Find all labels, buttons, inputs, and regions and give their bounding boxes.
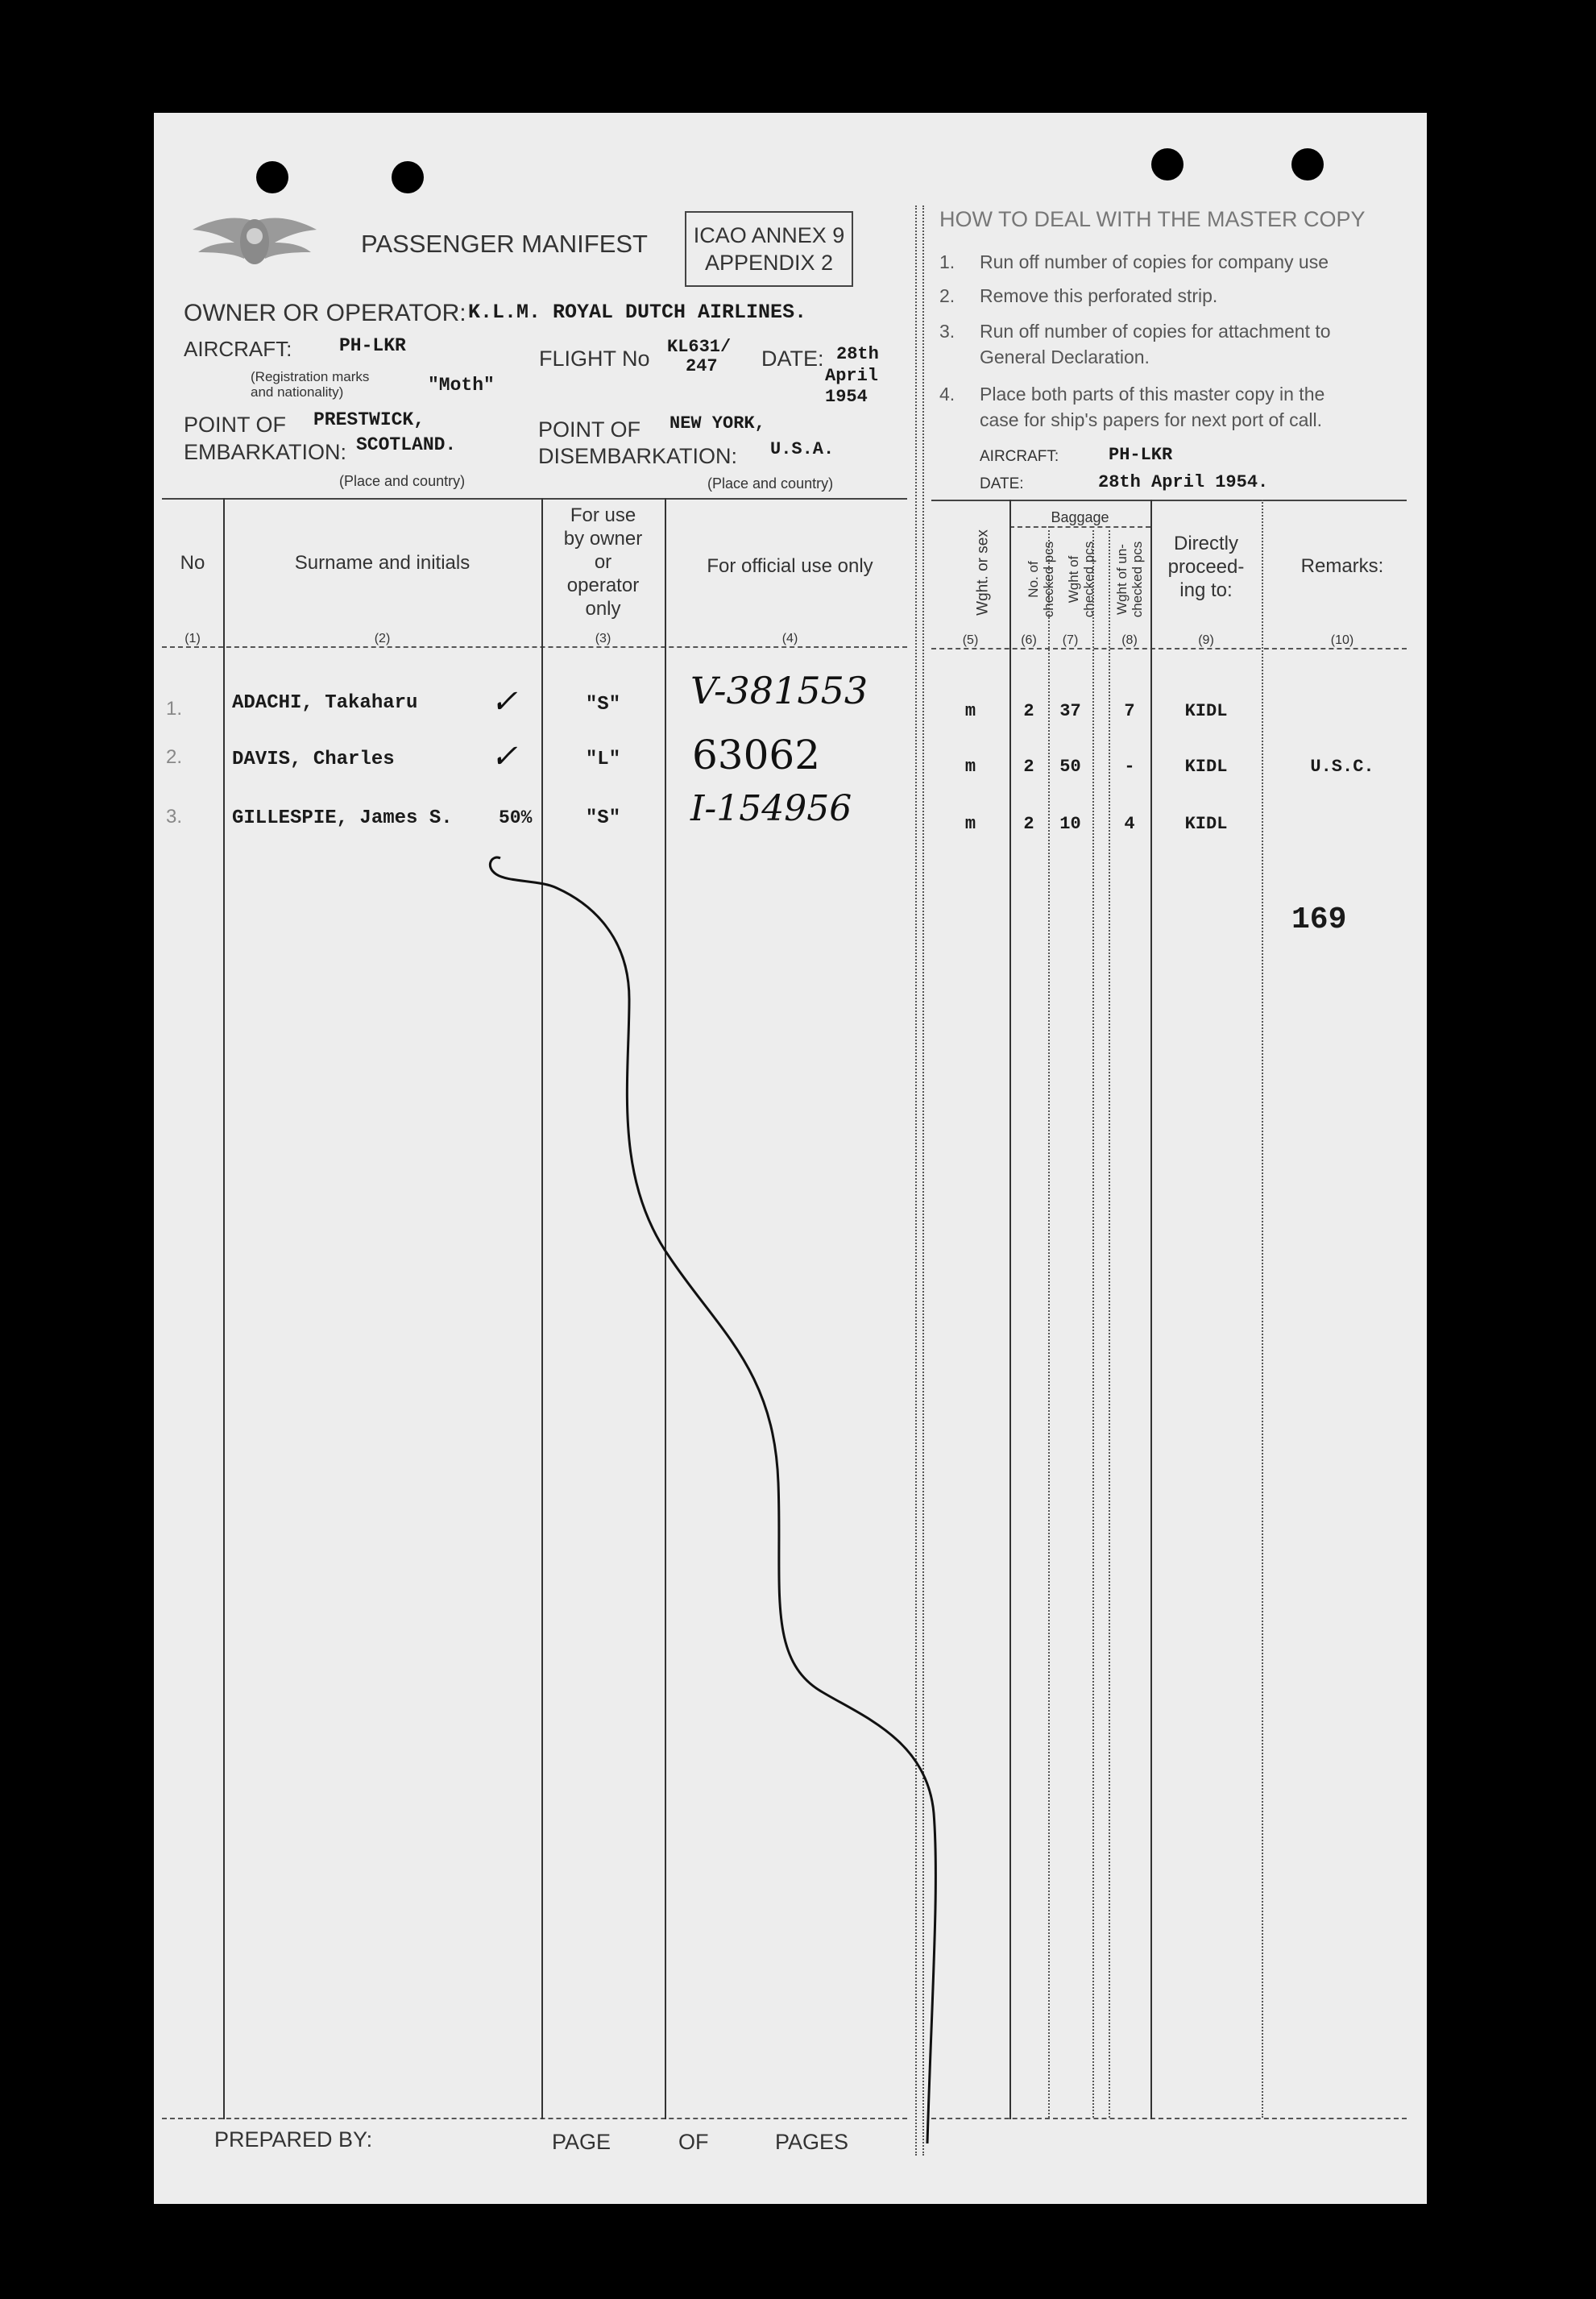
col-num-3: (3): [595, 632, 611, 645]
instruction-2-num: 2.: [939, 285, 956, 306]
col-header-baggage: Baggage: [1051, 509, 1109, 525]
col-header-owner-3: or: [594, 551, 612, 573]
owner-use-code: "S": [585, 807, 621, 829]
flight-value-1: KL631/: [667, 337, 732, 357]
handwritten-squiggle: [154, 113, 1427, 2204]
proceeding-to: KIDL: [1184, 701, 1228, 721]
embark-value-2: SCOTLAND.: [356, 434, 457, 455]
col-num-10: (10): [1330, 633, 1354, 647]
date-value-2: April: [825, 366, 879, 386]
col-num-5: (5): [962, 633, 979, 647]
checked-pcs: 2: [1023, 757, 1034, 777]
instruction-3-num: 3.: [939, 321, 956, 342]
row-number: 1.: [166, 698, 183, 720]
strip-date-value: 28th April 1954.: [1098, 472, 1269, 492]
instruction-4-num: 4.: [939, 384, 956, 405]
col-header-owner-1: For use: [570, 504, 636, 526]
col-header-proceeding-2: proceed-: [1167, 556, 1245, 578]
col-num-1: (1): [184, 632, 201, 645]
official-number: V-381553: [690, 669, 868, 712]
col-header-owner-5: only: [585, 598, 621, 620]
official-number: I-154956: [690, 788, 852, 829]
disembark-value-1: NEW YORK,: [669, 413, 765, 434]
col-header-owner-2: by owner: [563, 528, 643, 550]
col-num-6: (6): [1021, 633, 1037, 647]
check-mark: ✓: [491, 683, 518, 720]
col-num-2: (2): [374, 632, 391, 645]
strip-aircraft-value: PH-LKR: [1109, 445, 1173, 465]
unchecked-weight: -: [1124, 757, 1135, 777]
passenger-mark: 50%: [499, 807, 533, 828]
instruction-4-text-2: case for ship's papers for next port of call.: [980, 409, 1322, 430]
col-num-7: (7): [1062, 633, 1079, 647]
disembark-label-1: POINT OF: [538, 417, 641, 442]
col-header-owner-4: operator: [566, 575, 640, 596]
passenger-name: DAVIS, Charles: [232, 749, 395, 770]
page-number: 169: [1291, 903, 1347, 937]
instruction-2-text: Remove this perforated strip.: [980, 285, 1218, 306]
col-header-proceeding-3: ing to:: [1179, 579, 1233, 601]
col-num-4: (4): [781, 632, 798, 645]
checked-weight: 50: [1059, 757, 1081, 777]
unchecked-weight: 7: [1124, 701, 1135, 721]
col-header-no: No: [180, 552, 205, 574]
proceeding-to: KIDL: [1184, 757, 1228, 777]
row-number: 2.: [166, 746, 183, 768]
aircraft-label: AIRCRAFT:: [184, 337, 292, 361]
page-label: PAGE: [552, 2130, 611, 2154]
aircraft-note-1: (Registration marks: [251, 369, 370, 384]
flight-value-2: 247: [686, 356, 718, 376]
weight-sex: m: [964, 814, 976, 834]
col-header-official: For official use only: [707, 555, 873, 577]
owner-value: K.L.M. ROYAL DUTCH AIRLINES.: [468, 301, 807, 324]
manifest-sheet: [154, 113, 1427, 2204]
owner-label: OWNER OR OPERATOR:: [184, 300, 466, 326]
strip-aircraft-label: AIRCRAFT:: [980, 448, 1059, 465]
instruction-3-text-1: Run off number of copies for attachment to: [980, 321, 1331, 342]
embark-note: (Place and country): [339, 473, 466, 489]
instruction-3-text-2: General Declaration.: [980, 347, 1150, 367]
col-header-remarks: Remarks:: [1300, 555, 1384, 577]
strip-date-label: DATE:: [980, 475, 1024, 492]
unchecked-weight: 4: [1124, 814, 1135, 834]
col-header-name: Surname and initials: [294, 552, 471, 574]
owner-use-code: "L": [585, 749, 621, 770]
date-value-1: 28th: [836, 344, 879, 364]
passenger-name: GILLESPIE, James S.: [232, 807, 453, 829]
weight-sex: m: [964, 701, 976, 721]
instruction-1-num: 1.: [939, 251, 956, 272]
aircraft-note-2: and nationality): [251, 384, 344, 400]
aircraft-value: PH-LKR: [339, 335, 406, 356]
check-mark: ✓: [491, 738, 518, 775]
date-value-3: 1954: [825, 387, 868, 407]
disembark-label-2: DISEMBARKATION:: [538, 444, 738, 468]
icao-annex: ICAO ANNEX 9: [693, 223, 845, 247]
of-label: OF: [678, 2130, 709, 2154]
disembark-value-2: U.S.A.: [770, 439, 835, 459]
pages-label: PAGES: [775, 2130, 849, 2154]
date-label: DATE:: [761, 347, 824, 371]
owner-use-code: "S": [585, 694, 621, 716]
col-num-8: (8): [1121, 633, 1138, 647]
checked-pcs: 2: [1023, 814, 1034, 834]
aircraft-name: "Moth": [428, 375, 495, 396]
form-title: PASSENGER MANIFEST: [361, 230, 648, 258]
passenger-name: ADACHI, Takaharu: [232, 692, 418, 714]
prepared-by-label: PREPARED BY:: [214, 2127, 373, 2152]
col-header-unchecked: Wght of un- checked pcs: [1114, 541, 1145, 618]
col-header-checked-wght: Wght of checked pcs: [1066, 541, 1096, 618]
instructions-heading: HOW TO DEAL WITH THE MASTER COPY: [939, 207, 1366, 231]
embark-value-1: PRESTWICK,: [313, 409, 425, 430]
checked-weight: 37: [1059, 701, 1081, 721]
remarks: U.S.C.: [1310, 757, 1374, 777]
weight-sex: m: [964, 757, 976, 777]
flight-label: FLIGHT No: [539, 347, 650, 371]
instruction-4-text-1: Place both parts of this master copy in the: [980, 384, 1325, 405]
col-header-proceeding-1: Directly: [1173, 533, 1238, 554]
icao-appendix: APPENDIX 2: [704, 251, 834, 275]
proceeding-to: KIDL: [1184, 814, 1228, 834]
embark-label-2: EMBARKATION:: [184, 440, 347, 464]
instruction-1-text: Run off number of copies for company use: [980, 251, 1329, 272]
col-header-weight-sex: Wght. or sex: [974, 529, 992, 616]
checked-weight: 10: [1059, 814, 1081, 834]
col-header-checked-pcs: No. of checked pcs: [1026, 541, 1056, 618]
col-num-9: (9): [1198, 633, 1214, 647]
official-number: 63062: [692, 732, 821, 778]
disembark-note: (Place and country): [707, 475, 834, 492]
embark-label-1: POINT OF: [184, 413, 287, 437]
checked-pcs: 2: [1023, 701, 1034, 721]
row-number: 3.: [166, 806, 183, 828]
